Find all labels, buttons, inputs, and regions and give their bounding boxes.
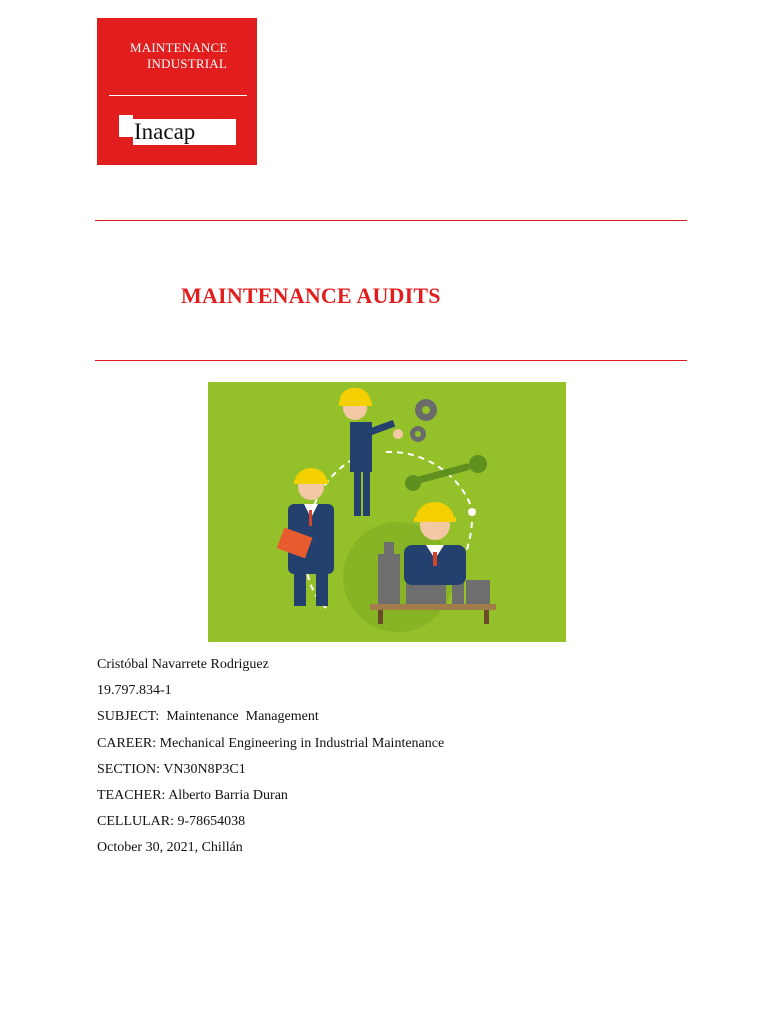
logo-tab: [119, 115, 133, 137]
top-divider: [95, 220, 687, 221]
career-line: [97, 731, 444, 757]
bottom-divider: [95, 360, 687, 361]
page-title: MAINTENANCE AUDITS: [181, 283, 441, 308]
teacher-line: [97, 783, 444, 809]
cellular-line: [97, 809, 444, 835]
student-info: [97, 652, 444, 862]
section-label: SECTION:: [97, 761, 160, 777]
subject-line: [97, 704, 444, 730]
id-number: 19.797.834-1: [97, 683, 172, 699]
section-value: VN30N8P3C1: [163, 761, 246, 777]
teacher-label: TEACHER:: [97, 788, 166, 804]
subject-value: Maintenance Management: [166, 709, 319, 725]
logo-divider: [109, 95, 247, 96]
cellular-label: CELLULAR:: [97, 814, 174, 830]
inacap-logo: [97, 18, 257, 165]
logo-line-maintenance: MAINTENANCE: [130, 40, 228, 55]
logo-line-industrial: INDUSTRIAL: [147, 56, 227, 71]
section-line: [97, 757, 444, 783]
subject-label: SUBJECT:: [97, 709, 160, 725]
logo-wordmark: Inacap: [134, 119, 196, 144]
date-place: October 30, 2021, Chillán: [97, 840, 243, 856]
author-name: Cristóbal Navarrete Rodriguez: [97, 657, 269, 672]
career-value: Mechanical Engineering in Industrial Maintenance: [159, 735, 445, 751]
career-label: CAREER:: [97, 735, 157, 751]
cellular-value: 9-78654038: [177, 814, 246, 830]
workers-engineering-icon: [208, 382, 566, 642]
teacher-value: Alberto Barria Duran: [168, 788, 288, 804]
